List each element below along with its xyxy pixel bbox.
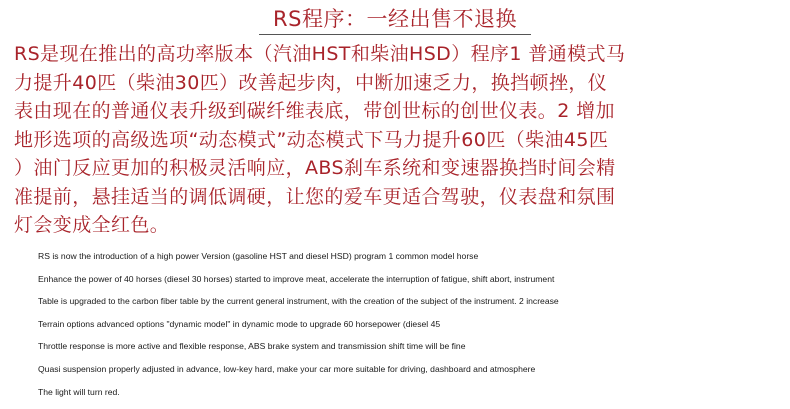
chinese-line: 表由现在的普通仪表升级到碳纤维表底，带创世标的创世仪表。2 增加 (14, 100, 615, 122)
english-line: Terrain options advanced options "dynamic model" in dynamic mode to upgrade 60 horsepower (diesel 45 (38, 318, 441, 329)
chinese-description (14, 40, 780, 240)
english-line: The light will turn red. (38, 386, 120, 397)
title-wrapper (0, 6, 790, 35)
english-line: Table is upgraded to the carbon fiber table by the current general instrument, with the creation of the subject of the instrument. 2 increase (38, 296, 559, 307)
english-description (38, 250, 778, 408)
chinese-line: ）油门反应更加的积极灵活响应，ABS刹车系统和变速器换挡时间会精 (14, 157, 616, 179)
chinese-line: 地形选项的高级选项“动态模式”动态模式下马力提升60匹（柴油45匹 (14, 128, 609, 151)
chinese-line: 灯会变成全红色。 (14, 214, 170, 236)
english-line: Quasi suspension properly adjusted in advance, low-key hard, make your car more suitable for driving, dashboard and atmosphere (38, 363, 536, 374)
chinese-line: 力提升40匹（柴油30匹）改善起步肉，中断加速乏力，换挡顿挫，仪 (14, 71, 608, 94)
english-line: Throttle response is more active and flexible response, ABS brake system and transmission shift time will be fine (38, 341, 466, 352)
chinese-line: RS是现在推出的高功率版本（汽油HST和柴油HSD）程序1 普通模式马 (14, 43, 626, 65)
chinese-line: 准提前，悬挂适当的调低调硬，让您的爱车更适合驾驶，仪表盘和氛围 (14, 185, 616, 208)
page-title: RS程序：一经出售不退换 (259, 6, 531, 35)
english-line: Enhance the power of 40 horses (diesel 30 horses) started to improve meat, accelerate the interruption of fatigue, shift abort, instrument (38, 273, 555, 284)
english-line: RS is now the introduction of a high power Version (gasoline HST and diesel HSD) program 1 common model horse (38, 251, 479, 261)
